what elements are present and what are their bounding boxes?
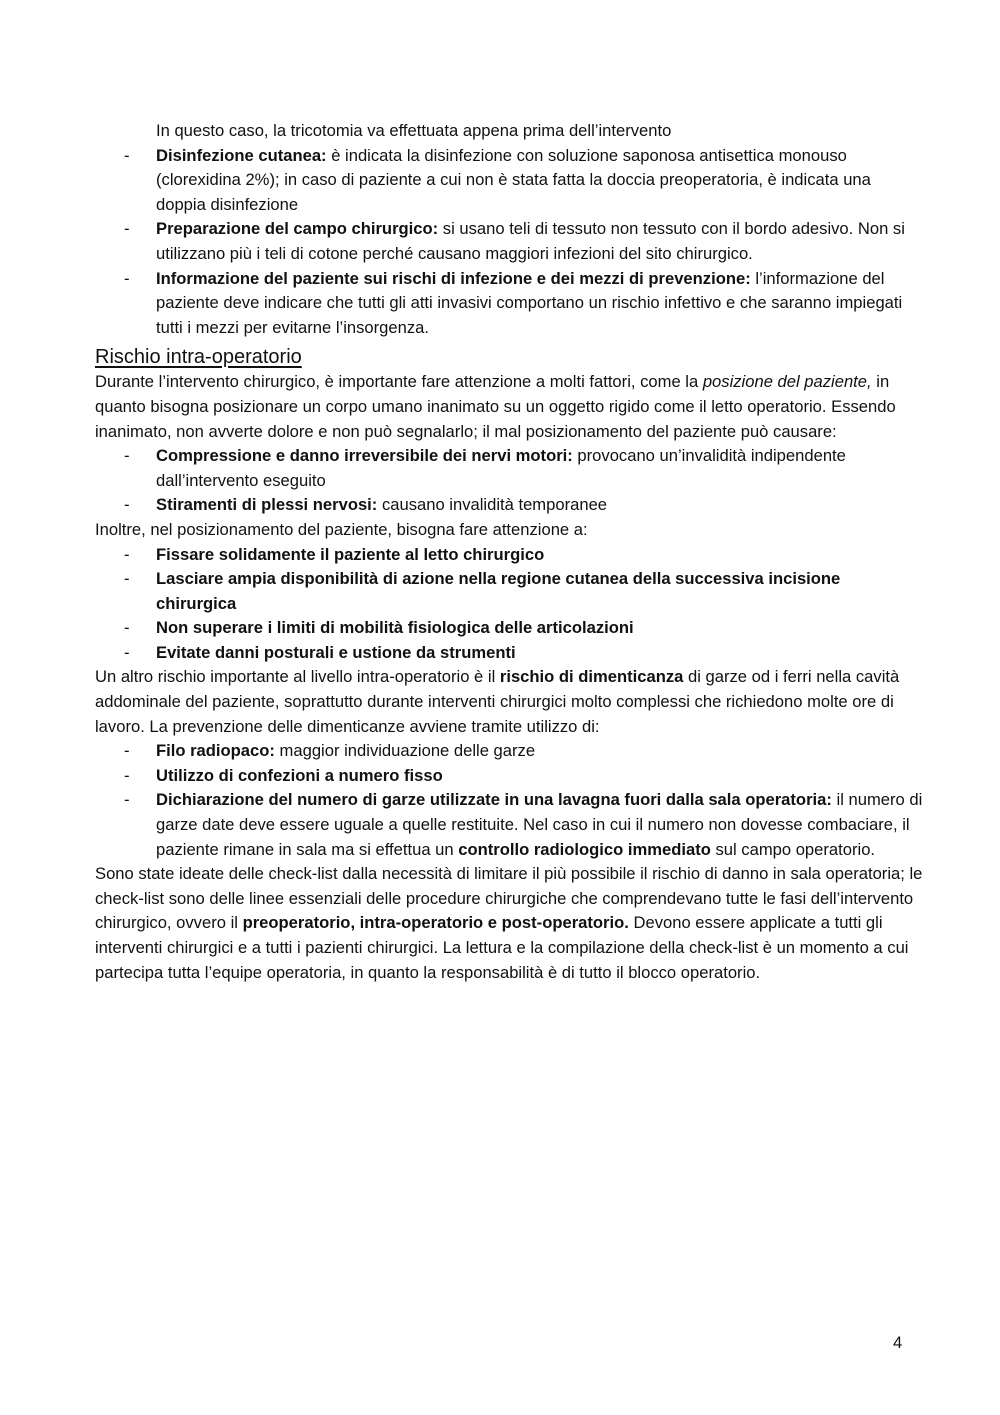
list-item-term: Evitate danni posturali e ustione da strumenti xyxy=(156,642,516,662)
forgetting-prevention-list xyxy=(95,739,925,862)
list-item xyxy=(95,267,925,341)
list-item-text: è indicata la disinfezione con soluzione saponosa antisettica monouso (clorexidina 2%); in caso di paziente a cui non è stata fatta la doccia preoperatoria, è indicata una doppia disinfezione xyxy=(156,145,871,214)
list-item-text: sul campo operatorio. xyxy=(710,839,876,859)
list-item-term: Dichiarazione del numero di garze utilizzate in una lavagna fuori dalla sala operatoria: xyxy=(156,790,832,810)
paragraph-text: Durante l’intervento chirurgico, è importante fare attenzione a molti fattori, come la xyxy=(95,372,703,392)
list-item-term: Preparazione del campo chirurgico: xyxy=(156,219,439,239)
paragraph-positioning xyxy=(95,370,925,444)
list-item xyxy=(95,444,925,493)
paragraph-forgetting-risk xyxy=(95,665,925,739)
list-item xyxy=(95,739,925,764)
list-item-text: il numero di garze date deve essere uguale a quelle restituite. Nel caso in cui il numero non dovesse combaciare, il paziente rimane in sala ma si effettua un xyxy=(156,790,923,859)
paragraph-text: Sono state ideate delle check-list dalla necessità di limitare il più possibile il rischio di danno in sala operatoria; le check-list sono delle linee essenziali delle procedure chirurgiche che comprendevano tutte le fasi dell’intervento chirurgico, ovvero il xyxy=(95,864,923,933)
list-item-bold: controllo radiologico immediato xyxy=(458,839,711,859)
list-item-text: si usano teli di tessuto non tessuto con il bordo adesivo. Non si utilizzano più i teli di cotone perché causano maggiori infezioni del sito chirurgico. xyxy=(156,219,905,263)
list-item xyxy=(95,144,925,218)
page-number: 4 xyxy=(893,1333,903,1352)
list-item xyxy=(95,641,925,666)
paragraph-text: Un altro rischio importante al livello intra-operatorio è il xyxy=(95,667,500,687)
paragraph-attention: Inoltre, nel posizionamento del paziente, bisogna fare attenzione a: xyxy=(95,519,588,539)
list-item-term: Utilizzo di confezioni a numero fisso xyxy=(156,765,443,785)
list-item-term: Compressione e danno irreversibile dei nervi motori: xyxy=(156,446,573,466)
list-item xyxy=(95,543,925,568)
paragraph-bold: rischio di dimenticanza xyxy=(499,667,684,687)
paragraph-italic: posizione del paziente, xyxy=(702,372,872,392)
list-item xyxy=(95,493,925,518)
paragraph-checklist xyxy=(95,862,925,985)
paragraph-text: Devono essere applicate a tutti gli interventi chirurgici e a tutti i pazienti chirurgici. La lettura e la compilazione della check-list è un momento a cui partecipa tutta l’equipe operatoria, in quanto la responsabilità è di tutto il blocco operatorio. xyxy=(95,913,909,982)
paragraph-text: di garze od i ferri nella cavità addominale del paziente, soprattutto durante interventi chirurgici molto complessi che richiedono molte ore di lavoro. La prevenzione delle dimenticanze avviene tramite utilizzo di: xyxy=(95,667,900,736)
list-item xyxy=(95,764,925,789)
list-item-text: l’informazione del paziente deve indicare che tutti gli atti invasivi comportano un rischio infettivo e che saranno impiegati tutti i mezzi per evitarne l’insorgenza. xyxy=(156,268,903,337)
list-item-text: maggior individuazione delle garze xyxy=(274,741,536,761)
positioning-damage-list xyxy=(95,444,925,518)
list-item-text: causano invalidità temporanee xyxy=(377,495,608,515)
list-item xyxy=(95,788,925,862)
continuation-line: In questo caso, la tricotomia va effettuata appena prima dell’intervento xyxy=(156,121,672,140)
list-item xyxy=(95,616,925,641)
list-item xyxy=(95,217,925,266)
list-item xyxy=(95,567,925,616)
page-content xyxy=(95,119,925,985)
list-item-term: Non superare i limiti di mobilità fisiologica delle articolazioni xyxy=(156,618,634,638)
list-item-text: provocano un’invalidità indipendente dall’intervento eseguito xyxy=(156,446,846,490)
list-item-term: Disinfezione cutanea: xyxy=(156,145,327,165)
list-item-term: Fissare solidamente il paziente al letto chirurgico xyxy=(156,544,545,564)
paragraph-bold: preoperatorio, intra-operatorio e post-operatorio. xyxy=(242,913,629,933)
list-item-term: Informazione del paziente sui rischi di infezione e dei mezzi di prevenzione: xyxy=(156,268,751,288)
list-item-term: Filo radiopaco: xyxy=(156,741,275,761)
section-heading: Rischio intra-operatorio xyxy=(95,346,302,369)
list-item-term: Lasciare ampia disponibilità di azione nella regione cutanea della successiva incisione chirurgica xyxy=(156,569,841,613)
infection-prevention-list xyxy=(95,144,925,341)
positioning-attention-list xyxy=(95,543,925,666)
list-item-term: Stiramenti di plessi nervosi: xyxy=(156,495,378,515)
paragraph-text: in quanto bisogna posizionare un corpo umano inanimato su un oggetto rigido come il letto operatorio. Essendo inanimato, non avverte dolore e non può segnalarlo; il mal posizionamento del paziente può causare: xyxy=(95,372,896,441)
